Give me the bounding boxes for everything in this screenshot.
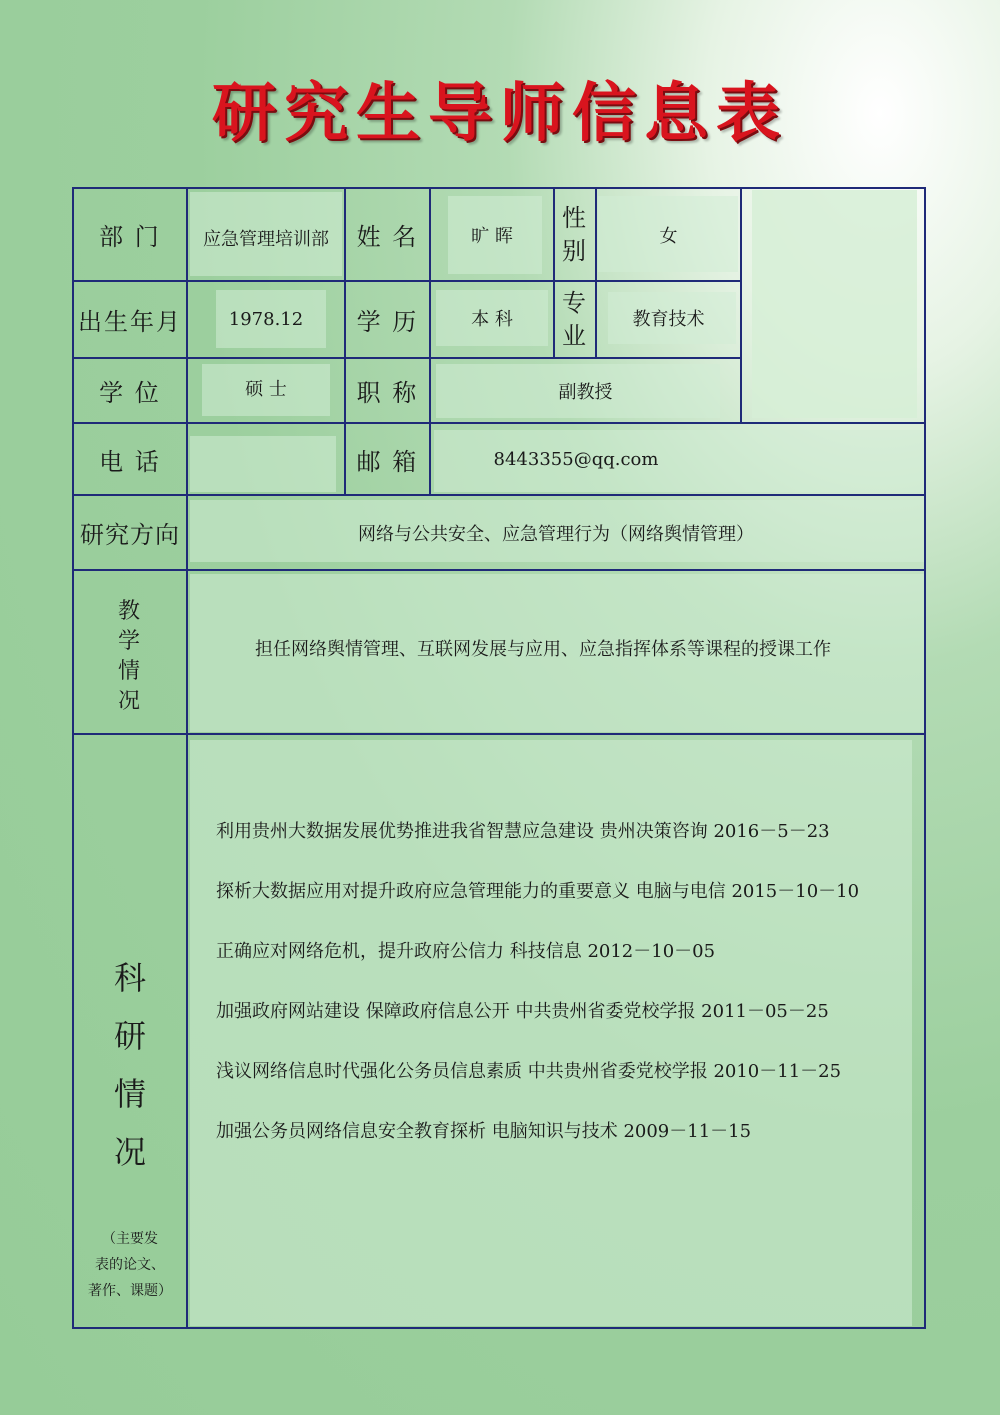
research-work-note	[74, 1222, 186, 1308]
gender-label-char: 性	[562, 204, 588, 233]
publication-item: 加强公务员网络信息安全教育探析 电脑知识与技术 2009－11－15	[216, 1121, 752, 1142]
note-line: （主要发	[102, 1231, 158, 1247]
research-work-label-char: 况	[113, 1133, 146, 1171]
department-label: 部 门	[99, 223, 161, 251]
teaching-content: 担任网络舆情管理、互联网发展与应用、应急指挥体系等课程的授课工作	[255, 639, 831, 660]
teaching-label-char: 教	[117, 599, 142, 624]
row-line	[72, 569, 926, 571]
birth-label: 出生年月	[78, 308, 182, 336]
education-label: 学 历	[356, 308, 419, 336]
education-value: 本 科	[471, 309, 513, 330]
name-value: 旷 晖	[471, 225, 513, 247]
major-label-char: 业	[562, 321, 588, 350]
research-work-label-char: 研	[113, 1017, 146, 1055]
name-label: 姓 名	[356, 223, 419, 251]
major-label	[555, 282, 595, 357]
gender-label	[555, 189, 595, 280]
major-value: 教育技术	[632, 309, 705, 330]
degree-value: 硕 士	[245, 379, 287, 400]
publication-list	[216, 818, 916, 1178]
gender-label-char: 别	[562, 236, 588, 265]
research-direction-label: 研究方向	[80, 521, 180, 549]
research-work-label	[74, 950, 186, 1180]
form-title: 研究生导师信息表	[212, 77, 788, 151]
major-label-char: 专	[562, 289, 588, 318]
row-line	[72, 733, 926, 735]
teaching-label-char: 情	[117, 659, 142, 684]
research-direction-value: 网络与公共安全、应急管理行为（网络舆情管理）	[358, 523, 754, 545]
publication-item: 加强政府网站建设 保障政府信息公开 中共贵州省委党校学报 2011－05－25	[216, 1001, 829, 1022]
teaching-label	[74, 592, 186, 722]
degree-label: 学 位	[99, 379, 161, 407]
research-work-label-char: 情	[113, 1075, 146, 1113]
gender-value: 女	[659, 225, 678, 247]
department-value: 应急管理培训部	[203, 229, 329, 250]
phone-label: 电 话	[99, 447, 161, 476]
email-value: 8443355@qq.com	[493, 448, 659, 470]
col-line	[740, 187, 742, 423]
teaching-label-char: 况	[117, 689, 142, 714]
email-label: 邮 箱	[356, 447, 419, 476]
publication-item: 利用贵州大数据发展优势推进我省智慧应急建设 贵州决策咨询 2016－5－23	[216, 821, 830, 842]
birth-value: 1978.12	[228, 309, 304, 330]
note-line: 著作、课题）	[88, 1283, 172, 1299]
rank-value: 副教授	[558, 381, 613, 403]
note-line: 表的论文、	[95, 1257, 165, 1273]
publication-item: 正确应对网络危机，提升政府公信力 科技信息 2012－10－05	[216, 941, 716, 962]
photo-placeholder	[752, 190, 917, 418]
publication-item: 浅议网络信息时代强化公务员信息素质 中共贵州省委党校学报 2010－11－25	[216, 1061, 842, 1082]
publication-item: 探析大数据应用对提升政府应急管理能力的重要意义 电脑与电信 2015－10－10	[216, 881, 860, 902]
title-label: 职 称	[356, 379, 419, 407]
teaching-label-char: 学	[117, 629, 142, 654]
research-work-label-char: 科	[113, 959, 146, 997]
phone-value	[188, 424, 344, 494]
